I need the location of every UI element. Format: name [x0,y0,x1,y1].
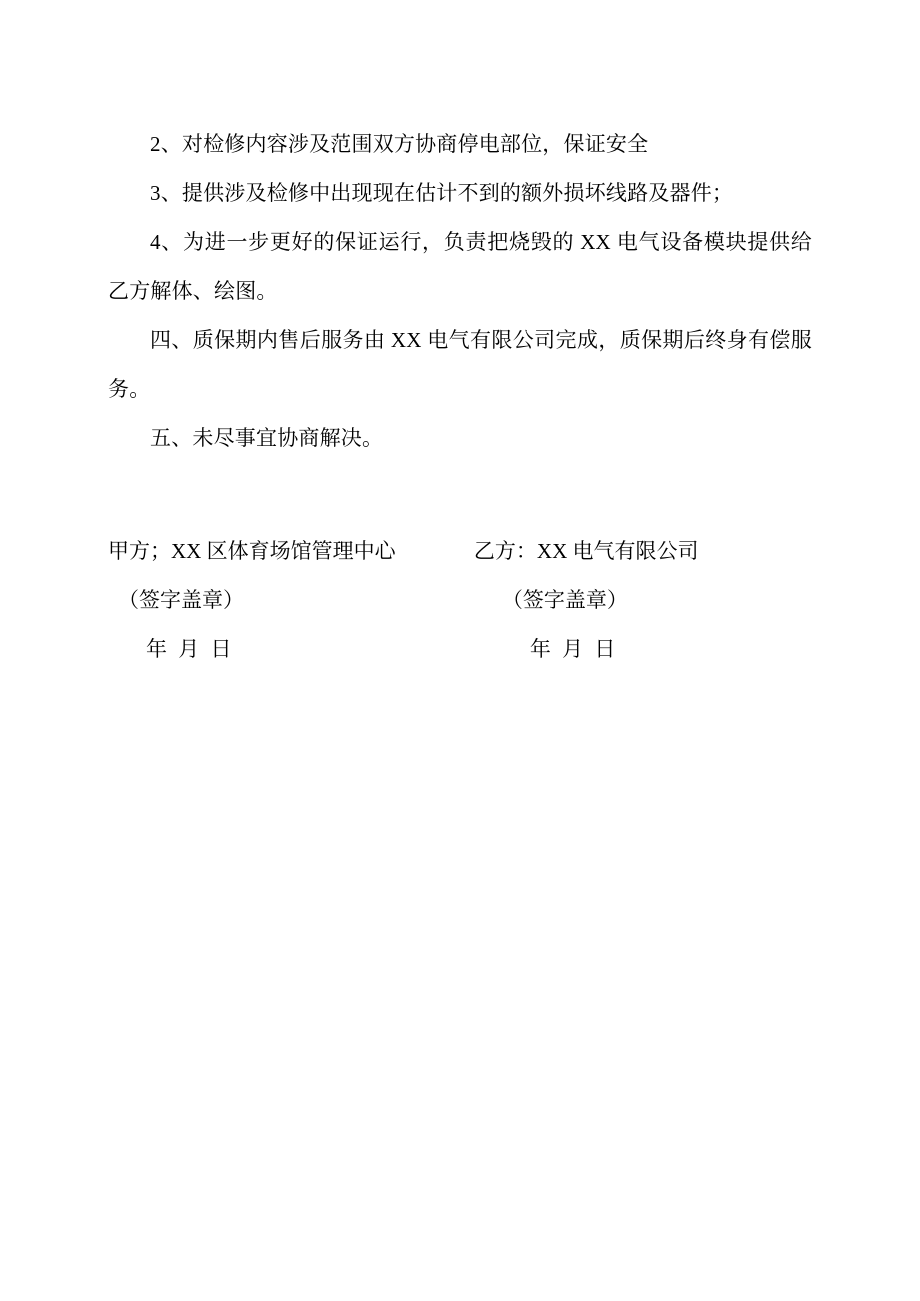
party-a-date-line: 年 月 日 [146,637,235,661]
party-a-name: 甲方；XX 区体育场馆管理中心 [108,539,396,563]
party-b-seal-line: （签字盖章） [501,588,628,612]
party-a-column [108,527,446,674]
paragraph-item-3: 3、提供涉及检修中出现现在估计不到的额外损坏线路及器件； [150,181,734,205]
signature-names-row [108,527,812,674]
document-body [108,120,812,463]
party-b-date-line: 年 月 日 [529,637,619,661]
paragraph-item-2: 2、对检修内容涉及范围双方协商停电部位，保证安全 [150,132,649,156]
party-b-name: 乙方：XX 电气有限公司 [473,539,699,563]
paragraph-section-five: 五、未尽事宜协商解决。 [150,426,384,450]
paragraph-item-4: 4、为进一步更好的保证运行，负责把烧毁的 XX 电气设备模块提供给乙方解体、绘图。 [108,230,812,303]
signature-block [108,527,812,674]
party-b-column [446,527,812,674]
paragraph-section-four: 四、质保期内售后服务由 XX 电气有限公司完成，质保期后终身有偿服务。 [108,328,812,401]
party-a-seal-line: （签字盖章） [118,588,244,612]
